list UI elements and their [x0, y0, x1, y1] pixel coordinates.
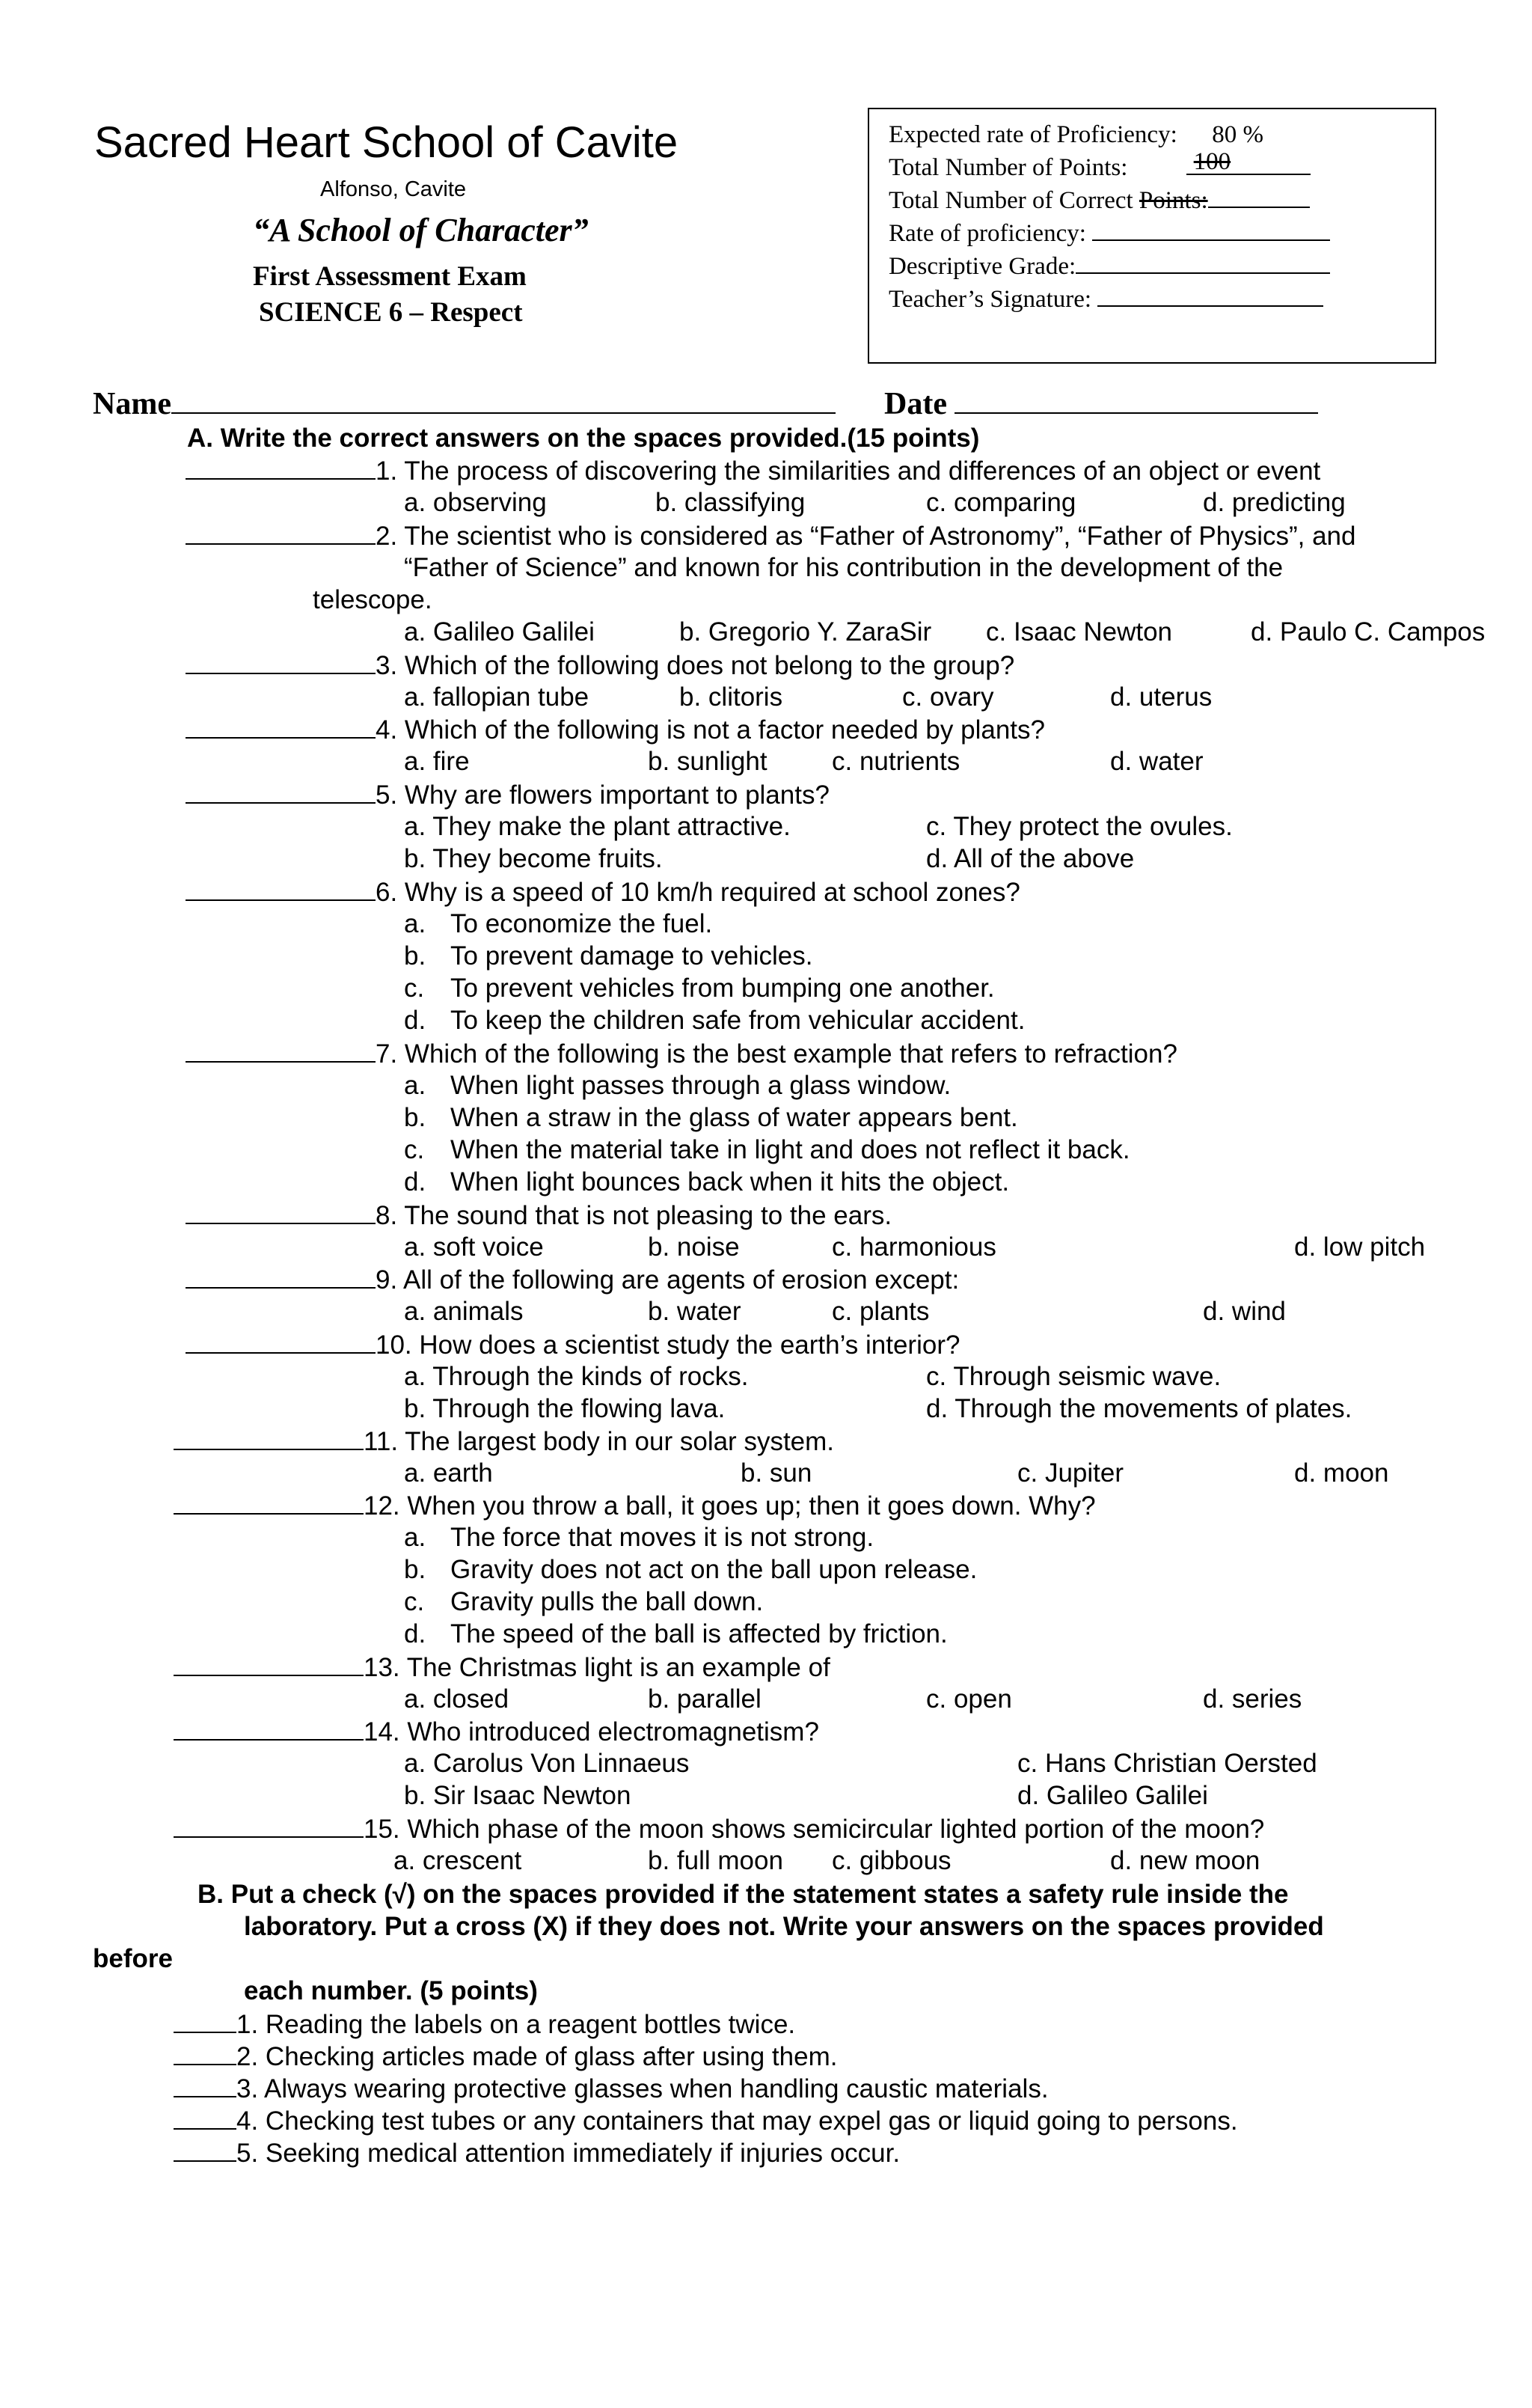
question-stem: 3. Which of the following does not belong to the group? [376, 651, 1015, 680]
option-text: When light passes through a glass window. [450, 1071, 952, 1100]
safety-item-text: 1. Reading the labels on a reagent bottles twice. [236, 2010, 796, 2039]
expected-rate-label: Expected rate of Proficiency: [889, 121, 1177, 148]
safety-item-text: 3. Always wearing protective glasses when handling caustic materials. [236, 2074, 1049, 2103]
option: b. clitoris [679, 682, 783, 712]
option: a. animals [404, 1297, 524, 1326]
question-6 [186, 877, 1020, 908]
option: d. Through the movements of plates. [926, 1394, 1352, 1423]
option-letter: b. [404, 941, 426, 971]
answer-blank-11[interactable] [174, 1426, 364, 1450]
question-stem: 8. The sound that is not pleasing to the ears. [376, 1201, 892, 1230]
option: b. sunlight [648, 747, 767, 776]
safety-item-3 [174, 2074, 1049, 2104]
grade-row [889, 251, 1330, 281]
option: c. Hans Christian Oersted [1017, 1749, 1317, 1778]
total-points-value: 100 [1193, 148, 1231, 175]
option-letter: b. [404, 1555, 426, 1584]
exam-subject: SCIENCE 6 – Respect [259, 297, 523, 328]
total-points-label: Total Number of Points: [889, 154, 1128, 181]
option: d. predicting [1203, 488, 1346, 517]
option-letter: a. [404, 909, 426, 938]
option [404, 1006, 1025, 1036]
answer-blank-13[interactable] [174, 1652, 364, 1676]
name-row [93, 386, 836, 422]
signature-field[interactable] [1097, 284, 1323, 307]
option: b. noise [648, 1232, 740, 1262]
option: b. They become fruits. [404, 844, 663, 873]
option-text: To keep the children safe from vehicular accident. [450, 1006, 1026, 1035]
option: c. Jupiter [1017, 1458, 1124, 1488]
question-12 [174, 1491, 1096, 1521]
answer-blank-12[interactable] [174, 1491, 364, 1515]
question-5 [186, 780, 830, 810]
option: a. soft voice [404, 1232, 544, 1262]
grade-field[interactable] [1076, 251, 1330, 274]
option-text: The speed of the ball is affected by friction. [450, 1619, 948, 1648]
option: d. moon [1294, 1458, 1389, 1488]
expected-rate-value: 80 % [1212, 121, 1263, 148]
name-label: Name [93, 387, 171, 421]
option: a. fallopian tube [404, 682, 589, 712]
question-10 [186, 1330, 960, 1360]
answer-blank-3[interactable] [186, 650, 376, 674]
safety-answer-blank-4[interactable] [174, 2106, 236, 2130]
option [404, 1071, 951, 1101]
option [404, 1103, 1018, 1133]
safety-item-4 [174, 2106, 1238, 2136]
section-b-heading-line-2: laboratory. Put a cross (X) if they does not. Write your answers on the spaces provided [244, 1912, 1324, 1941]
question-7 [186, 1039, 1177, 1069]
correct-points-label: Total Number of Correct [889, 187, 1139, 214]
answer-blank-8[interactable] [186, 1200, 376, 1224]
option: a. closed [404, 1684, 509, 1714]
option-text: To economize the fuel. [450, 909, 713, 938]
question-1 [186, 456, 1320, 486]
question-stem: 9. All of the following are agents of erosion except: [376, 1265, 960, 1295]
option: a. Through the kinds of rocks. [404, 1362, 749, 1391]
school-motto: “A School of Character” [253, 212, 589, 248]
option [404, 1619, 948, 1649]
option [404, 1587, 763, 1617]
exam-title: First Assessment Exam [253, 261, 527, 292]
section-b-heading-line-3: before [93, 1944, 173, 1973]
option [404, 974, 995, 1003]
option: b. water [648, 1297, 741, 1326]
option-text: To prevent damage to vehicles. [450, 941, 813, 971]
answer-blank-7[interactable] [186, 1039, 376, 1063]
answer-blank-14[interactable] [174, 1717, 364, 1741]
question-stem-continued: telescope. [313, 585, 432, 614]
option: a. crescent [393, 1846, 522, 1875]
option-letter: a. [404, 1523, 426, 1552]
option [404, 1523, 874, 1553]
total-points-field[interactable] [1186, 148, 1311, 175]
rate-row [889, 219, 1330, 248]
question-stem: 2. The scientist who is considered as “Father of Astronomy”, “Father of Physics”, and [376, 522, 1356, 551]
safety-item-text: 2. Checking articles made of glass after using them. [236, 2042, 838, 2071]
option: c. gibbous [832, 1846, 952, 1875]
option-letter: c. [404, 1135, 425, 1164]
name-field[interactable] [171, 387, 836, 414]
option-text: Gravity pulls the ball down. [450, 1587, 764, 1616]
question-13 [174, 1652, 830, 1683]
answer-blank-2[interactable] [186, 521, 376, 545]
signature-row [889, 284, 1323, 314]
option: a. Galileo Galilei [404, 617, 595, 647]
section-a-heading: A. Write the correct answers on the spaces provided.(15 points) [187, 424, 980, 453]
option-letter: c. [404, 974, 425, 1003]
option: d. low pitch [1294, 1232, 1426, 1262]
option [404, 941, 812, 971]
option: b. parallel [648, 1684, 762, 1714]
answer-blank-4[interactable] [186, 715, 376, 739]
correct-points-label-struck: Points: [1139, 187, 1208, 214]
option-letter: c. [404, 1587, 425, 1616]
option-text: When light bounces back when it hits the object. [450, 1167, 1010, 1197]
option: a. fire [404, 747, 470, 776]
option: a. observing [404, 488, 547, 517]
option-letter: d. [404, 1619, 426, 1648]
safety-answer-blank-1[interactable] [174, 2009, 236, 2033]
option-letter: b. [404, 1103, 426, 1132]
option: a. They make the plant attractive. [404, 812, 791, 841]
safety-answer-blank-5[interactable] [174, 2138, 236, 2162]
school-name: Sacred Heart School of Cavite [94, 118, 678, 167]
safety-item-1 [174, 2009, 795, 2040]
correct-points-field[interactable] [1208, 186, 1310, 208]
question-stem: 11. The largest body in our solar system. [364, 1427, 835, 1456]
option [404, 1167, 1009, 1197]
grade-label: Descriptive Grade: [889, 253, 1076, 280]
answer-blank-10[interactable] [186, 1330, 376, 1354]
rate-label: Rate of proficiency: [889, 220, 1086, 247]
option [404, 1555, 977, 1585]
option: d. new moon [1110, 1846, 1260, 1875]
question-stem: 7. Which of the following is the best example that refers to refraction? [376, 1039, 1177, 1069]
option: c. Isaac Newton [986, 617, 1172, 647]
date-row [884, 386, 1318, 422]
option: b. Through the flowing lava. [404, 1394, 726, 1423]
option: d. Paulo C. Campos [1251, 617, 1486, 647]
option: d. uterus [1110, 682, 1213, 712]
option: c. nutrients [832, 747, 960, 776]
option: b. full moon [648, 1846, 783, 1875]
question-stem: 14. Who introduced electromagnetism? [364, 1717, 819, 1747]
question-4 [186, 715, 1045, 745]
option-text: To prevent vehicles from bumping one another. [450, 974, 995, 1003]
question-3 [186, 650, 1014, 681]
option: c. harmonious [832, 1232, 996, 1262]
rate-field[interactable] [1092, 219, 1330, 241]
option: d. wind [1203, 1297, 1286, 1326]
option-text: Gravity does not act on the ball upon release. [450, 1555, 978, 1584]
answer-blank-5[interactable] [186, 780, 376, 804]
question-stem: 6. Why is a speed of 10 km/h required at school zones? [376, 878, 1020, 907]
option: b. classifying [655, 488, 806, 517]
option-letter: d. [404, 1167, 426, 1197]
expected-rate-row [889, 120, 1263, 150]
option-letter: a. [404, 1071, 426, 1100]
question-stem: 10. How does a scientist study the earth’s interior? [376, 1330, 960, 1360]
option: c. Through seismic wave. [926, 1362, 1222, 1391]
question-stem: 12. When you throw a ball, it goes up; then it goes down. Why? [364, 1491, 1096, 1521]
option [404, 1135, 1130, 1165]
answer-blank-9[interactable] [186, 1265, 376, 1289]
option: a. earth [404, 1458, 493, 1488]
question-stem: 5. Why are flowers important to plants? [376, 780, 830, 810]
section-b-heading-line-4: each number. (5 points) [244, 1976, 538, 2005]
section-b-heading: B. Put a check (√) on the spaces provided if the statement states a safety rule inside the [197, 1880, 1289, 1909]
safety-item-text: 4. Checking test tubes or any containers that may expel gas or liquid going to persons. [236, 2106, 1238, 2136]
question-14 [174, 1717, 819, 1747]
safety-item-text: 5. Seeking medical attention immediately if injuries occur. [236, 2139, 901, 2168]
option: c. comparing [926, 488, 1076, 517]
question-15 [174, 1814, 1264, 1845]
question-stem-continued: “Father of Science” and known for his contribution in the development of the [404, 553, 1284, 582]
signature-label: Teacher’s Signature: [889, 286, 1092, 313]
safety-item-2 [174, 2041, 837, 2072]
question-stem: 15. Which phase of the moon shows semicircular lighted portion of the moon? [364, 1815, 1265, 1844]
option [404, 909, 712, 939]
option: c. ovary [902, 682, 994, 712]
safety-answer-blank-2[interactable] [174, 2041, 236, 2065]
school-location: Alfonso, Cavite [320, 177, 467, 201]
option: c. open [926, 1684, 1012, 1714]
option: d. series [1203, 1684, 1302, 1714]
option: a. Carolus Von Linnaeus [404, 1749, 690, 1778]
date-label: Date [884, 387, 947, 421]
option-letter: d. [404, 1006, 426, 1035]
answer-blank-6[interactable] [186, 877, 376, 901]
answer-blank-15[interactable] [174, 1814, 364, 1838]
question-stem: 4. Which of the following is not a factor needed by plants? [376, 715, 1045, 745]
option: c. plants [832, 1297, 930, 1326]
question-stem: 13. The Christmas light is an example of [364, 1653, 830, 1682]
option: d. All of the above [926, 844, 1135, 873]
option: d. water [1110, 747, 1204, 776]
option-text: When the material take in light and does not reflect it back. [450, 1135, 1130, 1164]
option: d. Galileo Galilei [1017, 1781, 1208, 1810]
question-2 [186, 521, 1355, 551]
total-points-row [889, 148, 1311, 183]
score-box [868, 108, 1436, 364]
correct-points-row [889, 186, 1310, 216]
safety-answer-blank-3[interactable] [174, 2074, 236, 2097]
safety-item-5 [174, 2138, 900, 2169]
option-text: When a straw in the glass of water appears bent. [450, 1103, 1018, 1132]
option: c. They protect the ovules. [926, 812, 1233, 841]
question-stem: 1. The process of discovering the similarities and differences of an object or event [376, 456, 1321, 486]
answer-blank-1[interactable] [186, 456, 376, 480]
option: b. sun [741, 1458, 812, 1488]
question-11 [174, 1426, 834, 1457]
option: b. Gregorio Y. ZaraSir [679, 617, 932, 647]
question-9 [186, 1265, 959, 1295]
question-8 [186, 1200, 892, 1231]
option: b. Sir Isaac Newton [404, 1781, 631, 1810]
date-field[interactable] [955, 387, 1318, 414]
option-text: The force that moves it is not strong. [450, 1523, 874, 1552]
